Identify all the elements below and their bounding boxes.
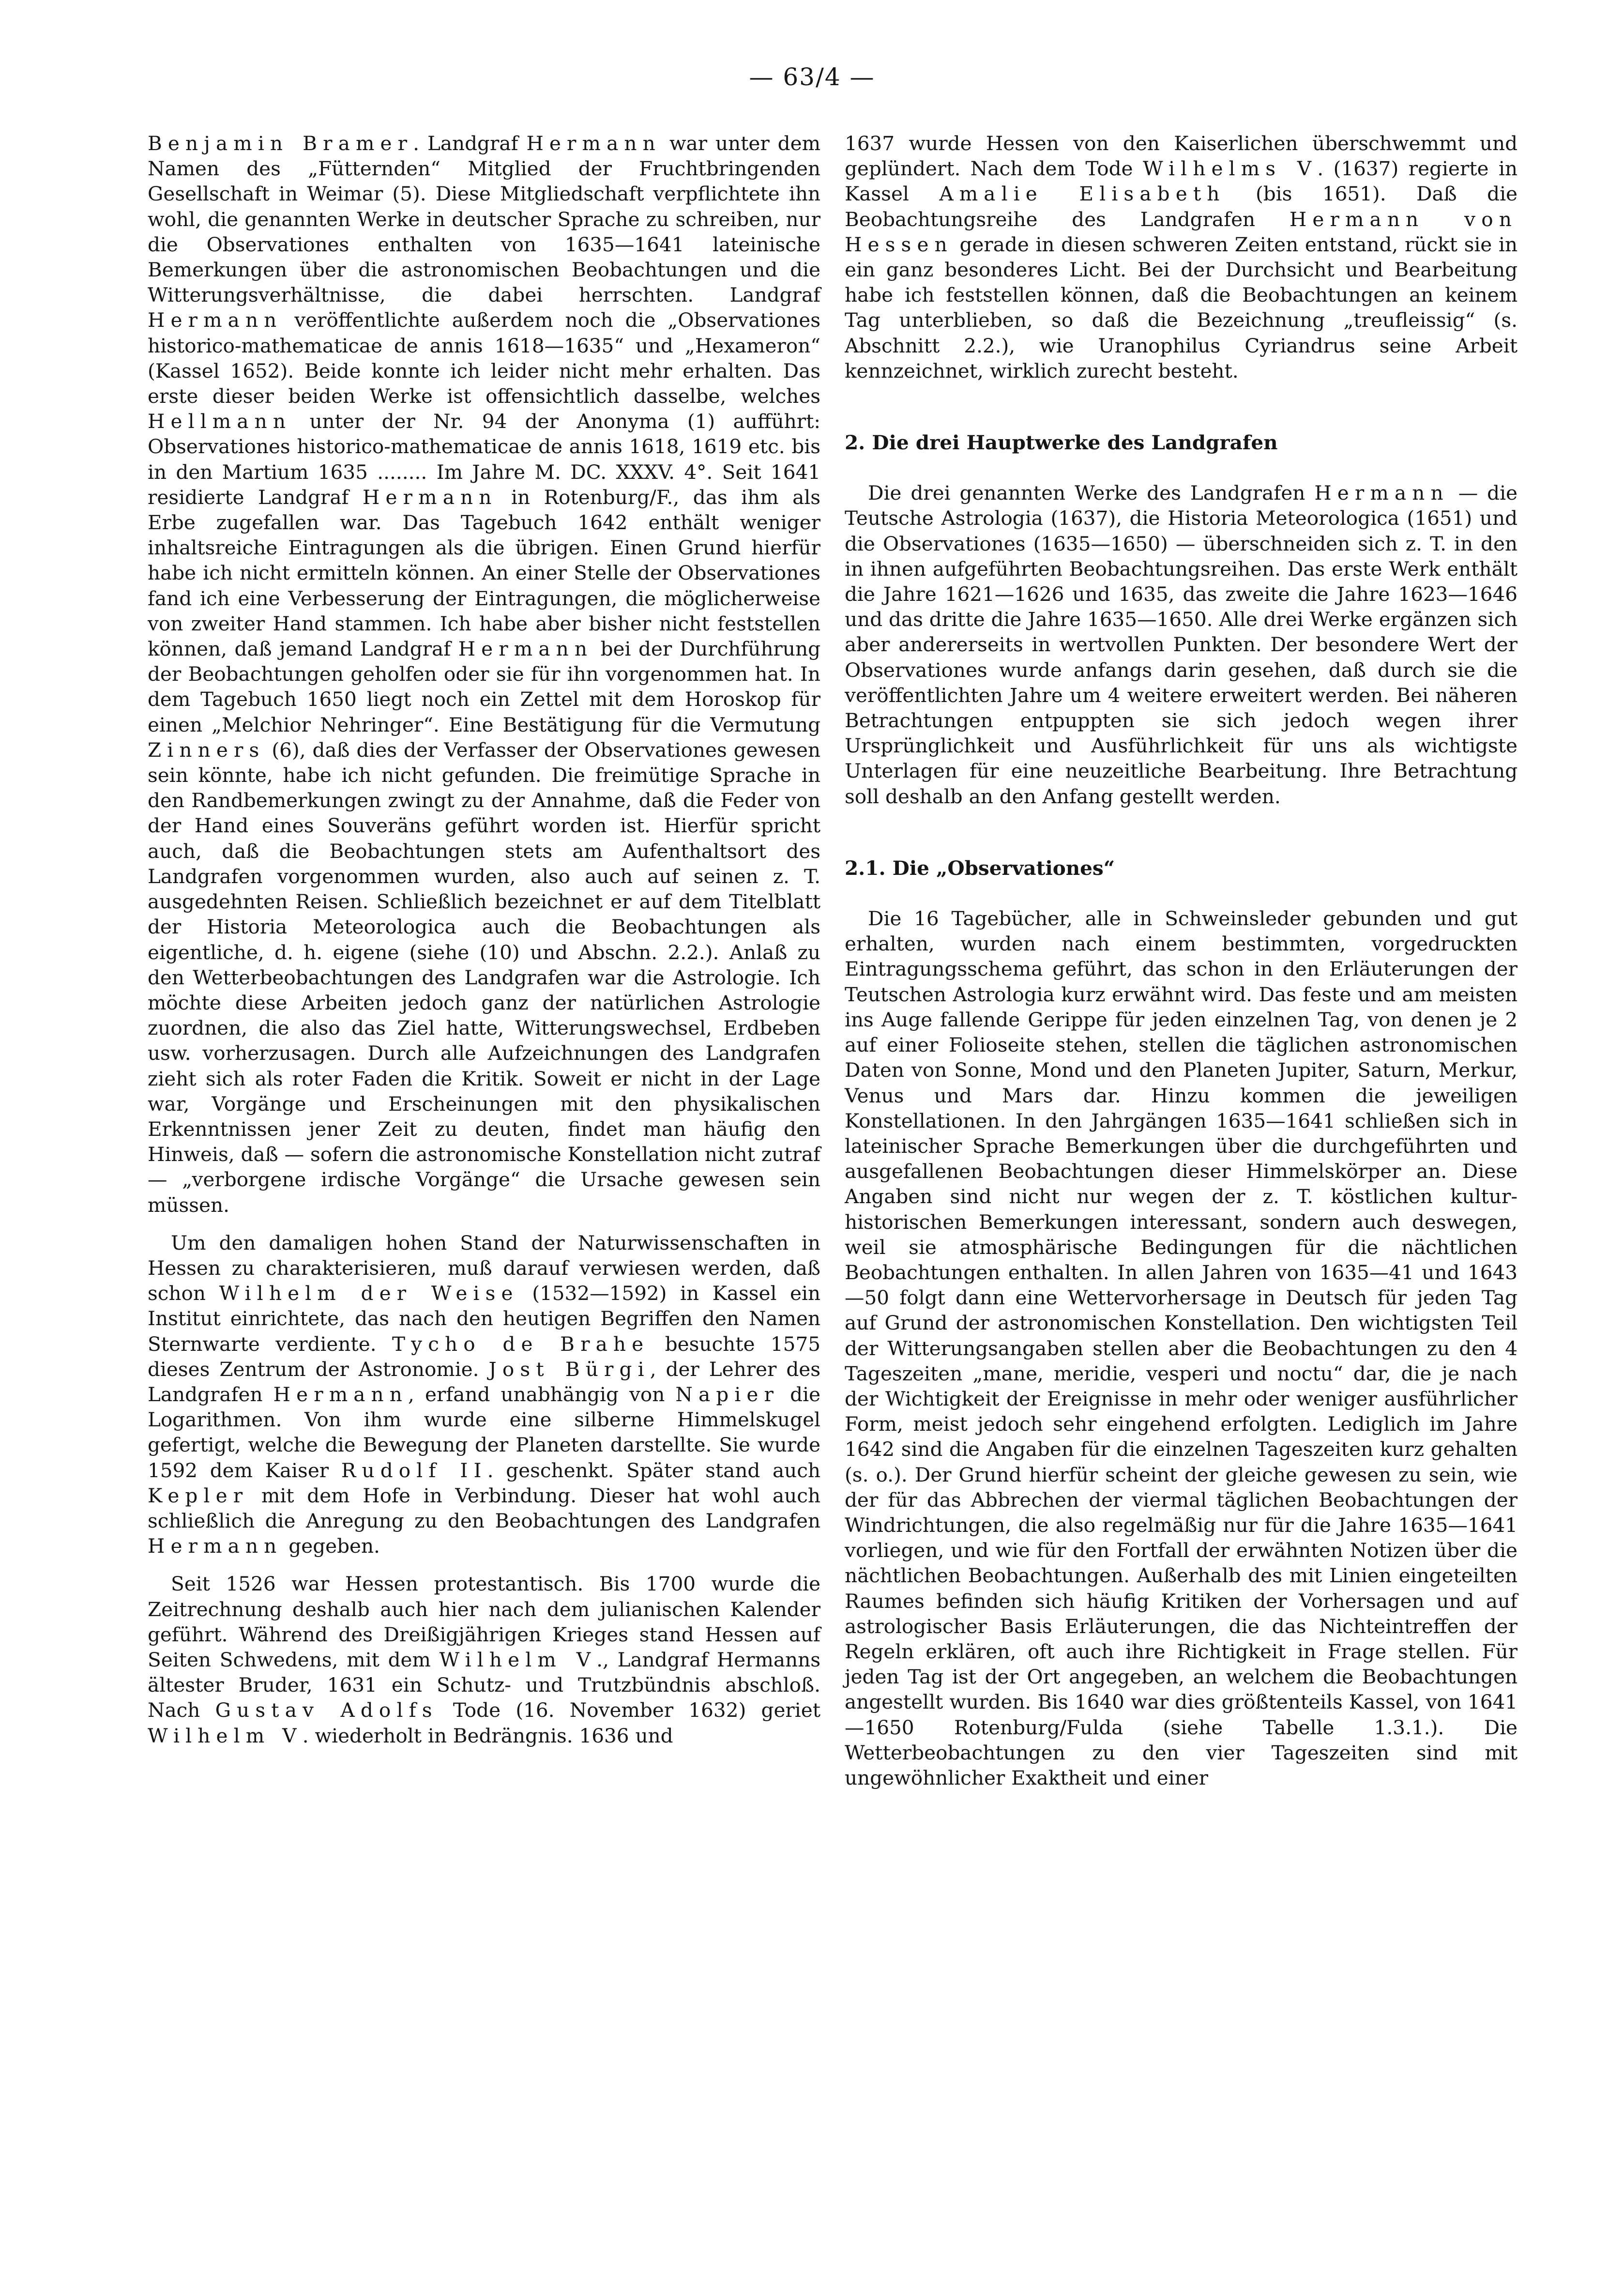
text-run: die Logarithmen. Von ihm wurde eine silberne Himmelskugel gefertigt, welche die Bewegung der Planeten darstellte. Sie wurde 1592 dem Kaiser	[148, 1382, 820, 1482]
name-spaced: Zinners	[148, 738, 265, 762]
body-paragraph	[148, 1230, 820, 1559]
name-spaced: Gustav Adolfs	[215, 1698, 438, 1722]
name-spaced: Wilhelm der Weise	[219, 1282, 519, 1305]
name-spaced: Hermann	[458, 637, 593, 661]
text-run: — die Teutsche Astrologia (1637), die Historia Meteorologica (1651) und die Observationes (1635—1650) — überschneiden sich z. T. in den in ihnen aufgeführten Beobachtungsreihen. Das erste Werk enthält die Jahre 1621—1626 und 1635, das zweite die Jahre 1623—1646 und das dritte die Jahre 1635—1650. Alle drei Werke ergänzen sich aber andererseits in wertvollen Punkten. Der besondere Wert der Observationes wurde anfangs darin gesehen, daß durch sie die veröffentlichten Jahre um 4 weitere erweitert werden. Bei näheren Betrachtungen entpuppten sie sich jedoch wegen ihrer Ursprünglichkeit und Ausführlichkeit für uns als wichtigste Unterlagen für eine neuzeitliche Bearbeitung. Ihre Betrachtung soll deshalb an den Anfang gestellt werden.	[845, 481, 1518, 808]
left-column	[148, 131, 820, 1748]
body-paragraph	[845, 906, 1518, 1790]
name-spaced: Rudolf II	[341, 1458, 487, 1482]
text-run: (1532—1592) in Kassel ein Institut einrichtete, das nach den heutigen Begriffen den Namen Sternwarte verdiente.	[148, 1282, 820, 1356]
page-number: — 63/4 —	[749, 63, 875, 91]
text-run: . Landgraf	[413, 132, 527, 155]
text-run: war unter dem Namen des „Fütternden“ Mitglied der Fruchtbringenden Gesellschaft in Weimar (5). Diese Mitgliedschaft verpflichtete ihn wohl, die genannten Werke in deutscher Sprache zu schreiben, nur die Observationes enthalten von 1635—1641 lateinische Bemerkungen über die astronomischen Beobachtungen und die Witterungsverhältnisse, die dabei herrschten. Landgraf	[148, 132, 820, 307]
name-spaced: Hermann	[148, 1534, 283, 1558]
body-paragraph	[148, 131, 820, 1218]
section-heading: 2.1. Die „Observationes“	[845, 856, 1115, 880]
text-run: . geschenkt. Später stand auch	[487, 1458, 820, 1482]
text-run: in Rotenburg/F., das ihm als Erbe zugefallen war. Das Tagebuch 1642 enthält weniger inhaltsreiche Eintragungen als die übrigen. Einen Grund hierfür habe ich nicht ermitteln können. An einer Stelle der Observationes fand ich eine Verbesserung der Eintragungen, die möglicherweise von zweiter Hand stammen. Ich habe aber bisher nicht feststellen können, daß jemand Landgraf	[148, 485, 820, 661]
text-run: unter der Nr. 94 der Anonyma (1) aufführt: Observationes historico-mathematicae de annis 1618, 1619 etc. bis in den Martium 1635 ........ Im Jahre M. DC. XXXV. 4°. Seit 1641 residierte Landgraf	[148, 410, 820, 509]
text-run: 1637 wurde Hessen von den Kaiserlichen überschwemmt und geplündert. Nach dem Tode	[845, 132, 1518, 181]
text-run: ., Landgraf Hermanns ältester Bruder, 1631 ein Schutz- und Trutzbündnis abschloß. Nach	[148, 1648, 820, 1722]
name-spaced: Kepler	[148, 1483, 249, 1507]
text-run: , erfand unabhängig von	[408, 1382, 676, 1406]
text-run: besuchte 1575 dieses Zentrum der Astronomie.	[148, 1332, 820, 1381]
text-run: veröffentlichte außerdem noch die „Observationes historico-mathematicae de annis 1618—1635“ und „Hexameron“ (Kassel 1652). Beide konnte ich leider nicht mehr erhalten. Das erste dieser beiden Werke ist offensichtlich dasselbe, welches	[148, 308, 820, 408]
text-run: Um den damaligen hohen Stand der Naturwissenschaften in Hessen zu charakterisieren, muß darauf verwiesen werden, daß schon	[148, 1231, 820, 1305]
text-run: gerade in diesen schweren Zeiten entstand, rückt sie in ein ganz besonderes Licht. Bei der Durchsicht und Bearbeitung habe ich feststellen können, daß die Beobachtungen an keinem Tag unterblieben, so daß die Bezeichnung „treufleissig“ (s. Abschnitt 2.2.), wie Uranophilus Cyriandrus seine Arbeit kennzeichnet, wirklich zurecht besteht.	[845, 232, 1518, 382]
right-column	[845, 131, 1518, 1790]
name-spaced: Wilhelm V	[148, 1724, 303, 1747]
name-spaced: Benjamin Bramer	[148, 132, 413, 155]
name-spaced: Jost Bürgi	[488, 1357, 650, 1381]
body-paragraph	[845, 480, 1518, 809]
name-spaced: Tycho de Brahe	[392, 1332, 650, 1356]
text-run: , der Lehrer des Landgrafen	[148, 1357, 820, 1406]
name-spaced: Hermann	[273, 1382, 409, 1406]
text-run: (6), daß dies der Verfasser der Observationes gewesen sein könnte, habe ich nicht gefunden. Die freimütige Sprache in den Randbemerkungen zwingt zu der Annahme, daß die Feder von der Hand eines Souveräns geführt worden ist. Hierfür spricht auch, daß die Beobachtungen stets am Aufenthaltsort des Landgrafen vorgenommen wurden, also auch auf seinen z. T. ausgedehnten Reisen. Schließlich bezeichnet er auf dem Titelblatt der Historia Meteorologica auch die Beobachtungen als eigentliche, d. h. eigene (siehe (10) und Abschn. 2.2.). Anlaß zu den Wetterbeobachtungen des Landgrafen war die Astrologie. Ich möchte diese Arbeiten jedoch ganz der natürlichen Astrologie zuordnen, die also das Ziel hatte, Witterungswechsel, Erdbeben usw. vorherzusagen. Durch alle Aufzeichnungen des Landgrafen zieht sich als roter Faden die Kritik. Soweit er nicht in der Lage war, Vorgänge und Erscheinungen mit den physikalischen Erkenntnissen jener Zeit zu deuten, findet man häufig den Hinweis, daß — sofern die astronomische Konstellation nicht zutraf — „verborgene irdische Vorgänge“ die Ursache gewesen sein müssen.	[148, 738, 820, 1217]
name-spaced: Napier	[675, 1382, 780, 1406]
text-run: Die drei genannten Werke des Landgrafen	[868, 481, 1315, 505]
name-spaced: Wilhelm V	[439, 1648, 597, 1671]
text-run: Die 16 Tagebücher, alle in Schweinsleder gebunden und gut erhalten, wurden nach einem bestimmten, vorgedruckten Eintragungsschema geführt, das schon in den Erläuterungen der Teutschen Astrologia kurz erwähnt wird. Das feste und am meisten ins Auge fallende Gerippe für jeden einzelnen Tag, von denen je 2 auf einer Folioseite stehen, stellen die täglichen astronomischen Daten von Sonne, Mond und den Planeten Jupiter, Saturn, Merkur, Venus und Mars dar. Hinzu kommen die jeweiligen Konstellationen. In den Jahrgängen 1635—1641 schließen sich in lateinischer Sprache Bemerkungen über die durchgeführten und ausgefallenen Beobachtungen dieser Himmelskörper an. Diese Angaben sind nicht nur wegen der z. T. köstlichen kultur-historischen Bemerkungen interessant, sondern auch deswegen, weil sie atmosphärische Bedingungen für die nächtlichen Beobachtungen enthalten. In allen Jahren von 1635—41 und 1643—50 folgt dann eine Wettervorhersage in Deutsch für jeden Tag auf Grund der astronomischen Konstellation. Den wichtigsten Teil der Witterungsangaben stellen aber die Beobachtungen zu den 4 Tageszeiten „mane, meridie, vesperi und noctu“ dar, die je nach der Wichtigkeit der Ereignisse in mehr oder weniger ausführlicher Form, meist jedoch sehr eingehend erfolgten. Lediglich im Jahre 1642 sind die Angaben für die einzelnen Tageszeiten kurz gehalten (s. o.). Der Grund hierfür scheint der gleiche gewesen zu sein, wie der für das Abbrechen der viermal täglichen Beobachtungen der Windrichtungen, die also regelmäßig nur für die Jahre 1635—1641 vorliegen, und wie für den Fortfall der erwähnten Notizen über die nächtlichen Beobachtungen. Außerhalb des mit Linien eingeteilten Raumes befinden sich häufig Kritiken der Vorhersagen und auf astrologischer Basis Erläuterungen, die das Nichteintreffen der Regeln erklären, oft auch ihre Richtigkeit in Frage stellen. Für jeden Tag ist der Ort angegeben, an welchem die Beobachtungen angestellt wurden. Bis 1640 war dies größtenteils Kassel, von 1641—1650 Rotenburg/Fulda (siehe Tabelle 1.3.1.). Die Wetterbeobachtungen zu den vier Tageszeiten sind mit ungewöhnlicher Exaktheit und einer	[845, 907, 1518, 1789]
text-run: . (1637) regierte in Kassel	[845, 157, 1518, 206]
text-run: . wiederholt in Bedrängnis. 1636 und	[302, 1724, 673, 1747]
name-spaced: Hermann	[1314, 481, 1449, 505]
name-spaced: Hellmann	[148, 410, 292, 433]
body-paragraph	[148, 1571, 820, 1748]
text-run: gegeben.	[282, 1534, 380, 1558]
section-heading: 2. Die drei Hauptwerke des Landgrafen	[845, 431, 1278, 455]
name-spaced: Hermann	[526, 132, 661, 155]
name-spaced: Hermann von Hessen	[845, 207, 1518, 256]
name-spaced: Wilhelms V	[1143, 157, 1318, 181]
name-spaced: Amalie Elisabeth	[939, 182, 1226, 206]
body-paragraph	[845, 131, 1518, 383]
text-run: Tode (16. November 1632) geriet	[438, 1698, 820, 1722]
text-run: mit dem Hofe in Verbindung. Dieser hat wohl auch schließlich die Anregung zu den Beobachtungen des Landgrafen	[148, 1483, 820, 1532]
text-run: (bis 1651). Daß die Beobachtungsreihe des Landgrafen	[845, 182, 1518, 231]
text-run: Seit 1526 war Hessen protestantisch. Bis 1700 wurde die Zeitrechnung deshalb auch hier nach dem julianischen Kalender geführt. Während des Dreißigjährigen Krieges stand Hessen auf Seiten Schwedens, mit dem	[148, 1572, 820, 1671]
name-spaced: Hermann	[363, 485, 498, 509]
text-run: bei der Durchführung der Beobachtungen geholfen oder sie für ihn vorgenommen hat. In dem Tagebuch 1650 liegt noch ein Zettel mit dem Horoskop für einen „Melchior Nehringer“. Eine Bestätigung für die Vermutung	[148, 637, 820, 736]
name-spaced: Hermann	[148, 308, 283, 332]
